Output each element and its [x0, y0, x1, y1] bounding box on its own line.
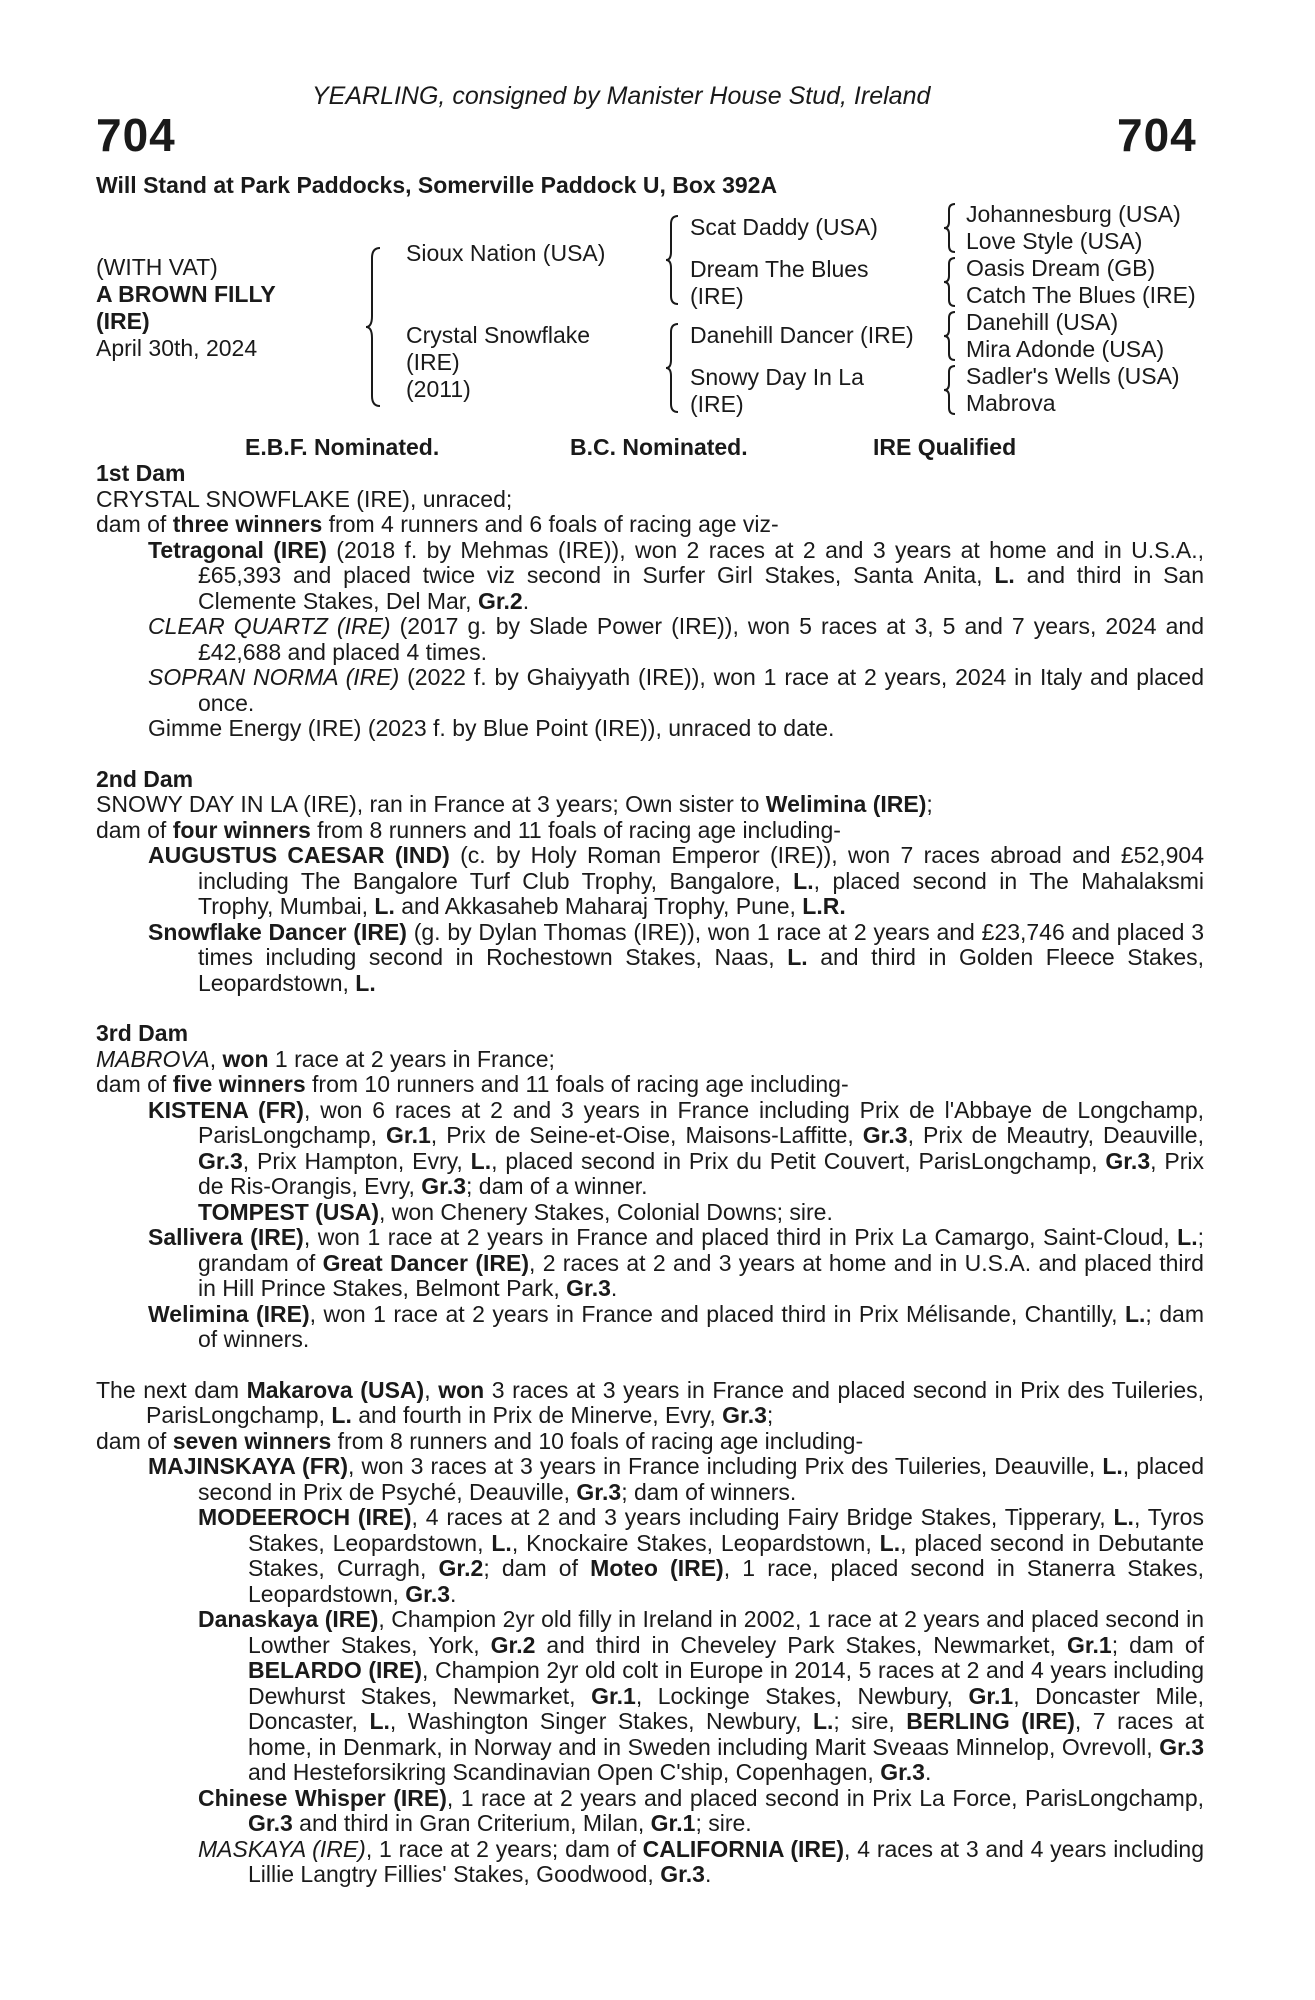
progeny-entry: KISTENA (FR), won 6 races at 2 and 3 years in France including Prix de l'Abbaye de Longchamp, ParisLongchamp, Gr.1, Prix de Seine-et-Oise, Maisons-Laffitte, Gr.3, Prix de Meautry, Deauville, Gr.3, Prix Hampton, Evry, L., placed second in Prix du Petit Couvert, ParisLongchamp, Gr.3, Prix de Ris-Orangis, Evry, Gr.3; dam of a winner. [148, 1096, 1205, 1199]
vat-note: (WITH VAT) [96, 254, 218, 280]
pedigree-brace-gen1 [364, 246, 386, 408]
third-dam-summary: dam of five winners from 10 runners and 11 foals of racing age including- [96, 1071, 849, 1097]
pedigree-brace-dam [664, 322, 684, 414]
progeny-entry: CLEAR QUARTZ (IRE) (2017 g. by Slade Power (IRE)), won 5 races at 3, 5 and 7 years, 2024 and £42,688 and placed 4 times. [148, 613, 1204, 665]
first-dam-heading: 1st Dam [96, 460, 186, 486]
progeny-entry: MASKAYA (IRE), 1 race at 2 years; dam of CALIFORNIA (IRE), 4 races at 3 and 4 years including Lillie Langtry Fillies' Stakes, Goodwood, Gr.3. [198, 1835, 1204, 1887]
progeny-entry: Sallivera (IRE), won 1 race at 2 years in France and placed third in Prix La Camargo, Saint-Cloud, L.; grandam of Great Dancer (IRE), 2 races at 2 and 3 years at home and in U.S.A. and placed third in Hill Prince Stakes, Belmont Park, Gr.3. [148, 1224, 1204, 1301]
dam-dam-sire: Sadler's Wells (USA) [966, 363, 1180, 389]
sire-sire-dam: Love Style (USA) [966, 228, 1143, 254]
progeny-entry: Danaskaya (IRE), Champion 2yr old filly in Ireland in 2002, 1 race at 2 years and placed second in Lowther Stakes, York, Gr.2 and third in Cheveley Park Stakes, Newmarket, Gr.1; dam of BELARDO (IRE), Champion 2yr old colt in Europe in 2014, 5 races at 2 and 4 years including Dewhurst Stakes, Newmarket, Gr.1, Lockinge Stakes, Newbury, Gr.1, Doncaster Mile, Doncaster, L., Washington Singer Stakes, Newbury, L.; sire, BERLING (IRE), 7 races at home, in Denmark, in Norway and in Sweden including Marit Sveaas Minnelop, Ovrevoll, Gr.3 and Hesteforsikring Scandinavian Open C'ship, Copenhagen, Gr.3. [198, 1606, 1205, 1785]
bc-nomination: B.C. Nominated. [570, 434, 748, 460]
progeny-entry: Chinese Whisper (IRE), 1 race at 2 years and placed second in Prix La Force, ParisLongchamp, Gr.3 and third in Gran Criterium, Milan, Gr.1; sire. [198, 1784, 1204, 1836]
third-dam-intro: MABROVA, won 1 race at 2 years in France; [96, 1045, 555, 1072]
stand-location: Will Stand at Park Paddocks, Somerville Paddock U, Box 392A [96, 172, 778, 198]
second-dam-intro: SNOWY DAY IN LA (IRE), ran in France at 3 years; Own sister to Welimina (IRE); [96, 791, 933, 817]
dam-sire-dam: Mira Adonde (USA) [966, 336, 1165, 362]
ire-qualified: IRE Qualified [873, 434, 1017, 460]
pedigree-brace-sire [664, 214, 684, 306]
consignment-line: YEARLING, consigned by Manister House Stud, Ireland [312, 82, 931, 110]
progeny-entry: TOMPEST (USA), won Chenery Stakes, Colonial Downs; sire. [198, 1198, 833, 1225]
dam-dam-dam: Mabrova [966, 390, 1056, 416]
progeny-entry: MAJINSKAYA (FR), won 3 races at 3 years in France including Prix des Tuileries, Deauville, L., placed second in Prix de Psyché, Deauville, Gr.3; dam of winners. [148, 1453, 1204, 1505]
first-dam-summary: dam of three winners from 4 runners and 6 foals of racing age viz- [96, 511, 779, 537]
sire-name: Sioux Nation (USA) [406, 240, 606, 266]
progeny-entry: Snowflake Dancer (IRE) (g. by Dylan Thomas (IRE)), won 1 race at 2 years and £23,746 and placed 3 times including second in Rochestown Stakes, Naas, L. and third in Golden Fleece Stakes, Leopardstown, L. [148, 918, 1205, 996]
progeny-entry: MODEEROCH (IRE), 4 races at 2 and 3 years including Fairy Bridge Stakes, Tipperary, L., Tyros Stakes, Leopardstown, L., Knockaire Stakes, Leopardstown, L., placed second in Debutante Stakes, Curragh, Gr.2; dam of Moteo (IRE), 1 race, placed second in Stanerra Stakes, Leopardstown, Gr.3. [198, 1504, 1205, 1607]
progeny-entry: Tetragonal (IRE) (2018 f. by Mehmas (IRE)), won 2 races at 2 and 3 years at home and in U.S.A., £65,393 and placed twice viz second in Surfer Girl Stakes, Santa Anita, L. and third in San Clemente Stakes, Del Mar, Gr.2. [148, 536, 1204, 614]
sire-sire-sire: Johannesburg (USA) [966, 201, 1181, 227]
progeny-entry: Welimina (IRE), won 1 race at 2 years in France and placed third in Prix Mélisande, Chantilly, L.; dam of winners. [148, 1300, 1204, 1352]
sire-dam-breed: (IRE) [690, 283, 744, 309]
dam-name: Crystal Snowflake [406, 322, 591, 348]
progeny-entry: SOPRAN NORMA (IRE) (2022 f. by Ghaiyyath (IRE)), won 1 race at 2 years, 2024 in Italy and placed once. [148, 664, 1204, 716]
horse-description: A BROWN FILLY [96, 281, 276, 307]
ebf-nomination: E.B.F. Nominated. [245, 434, 440, 460]
lot-number-left: 704 [96, 109, 176, 161]
pedigree-brace-gen3-2 [942, 256, 960, 308]
first-dam-intro: CRYSTAL SNOWFLAKE (IRE), unraced; [96, 485, 513, 512]
fourth-dam-summary: dam of seven winners from 8 runners and 10 foals of racing age including- [96, 1427, 864, 1454]
catalogue-body [96, 461, 1204, 1888]
dam-sire-sire: Danehill (USA) [966, 309, 1119, 335]
second-dam-summary: dam of four winners from 8 runners and 11 foals of racing age including- [96, 816, 841, 843]
sire-sire: Scat Daddy (USA) [690, 214, 878, 240]
sire-dam-sire: Oasis Dream (GB) [966, 255, 1156, 281]
pedigree-brace-gen3-4 [942, 364, 960, 416]
third-dam-heading: 3rd Dam [96, 1020, 189, 1046]
fourth-dam-intro: The next dam Makarova (USA), won 3 races at 3 years in France and placed second in Prix des Tuileries, ParisLongchamp, L. and fourth in Prix de Minerve, Evry, Gr.3; [96, 1376, 1205, 1428]
progeny-entry: AUGUSTUS CAESAR (IND) (c. by Holy Roman Emperor (IRE)), won 7 races abroad and £52,904 including The Bangalore Turf Club Trophy, Bangalore, L., placed second in The Mahalaksmi Trophy, Mumbai, L. and Akkasaheb Maharaj Trophy, Pune, L.R. [148, 842, 1205, 919]
pedigree-brace-gen3-3 [942, 310, 960, 362]
second-dam-heading: 2nd Dam [96, 765, 194, 792]
foaling-date: April 30th, 2024 [96, 335, 258, 361]
sire-dam: Dream The Blues [690, 256, 869, 282]
dam-year: (2011) [406, 376, 471, 402]
dam-sire: Danehill Dancer (IRE) [690, 322, 914, 348]
progeny-entry: Gimme Energy (IRE) (2023 f. by Blue Point (IRE)), unraced to date. [148, 715, 835, 741]
dam-breed: (IRE) [406, 349, 460, 375]
horse-breed: (IRE) [96, 308, 150, 334]
dam-dam-breed: (IRE) [690, 391, 744, 417]
lot-number-right: 704 [1117, 109, 1197, 161]
dam-dam: Snowy Day In La [690, 364, 864, 390]
pedigree-brace-gen3-1 [942, 202, 960, 254]
sire-dam-dam: Catch The Blues (IRE) [966, 282, 1196, 308]
